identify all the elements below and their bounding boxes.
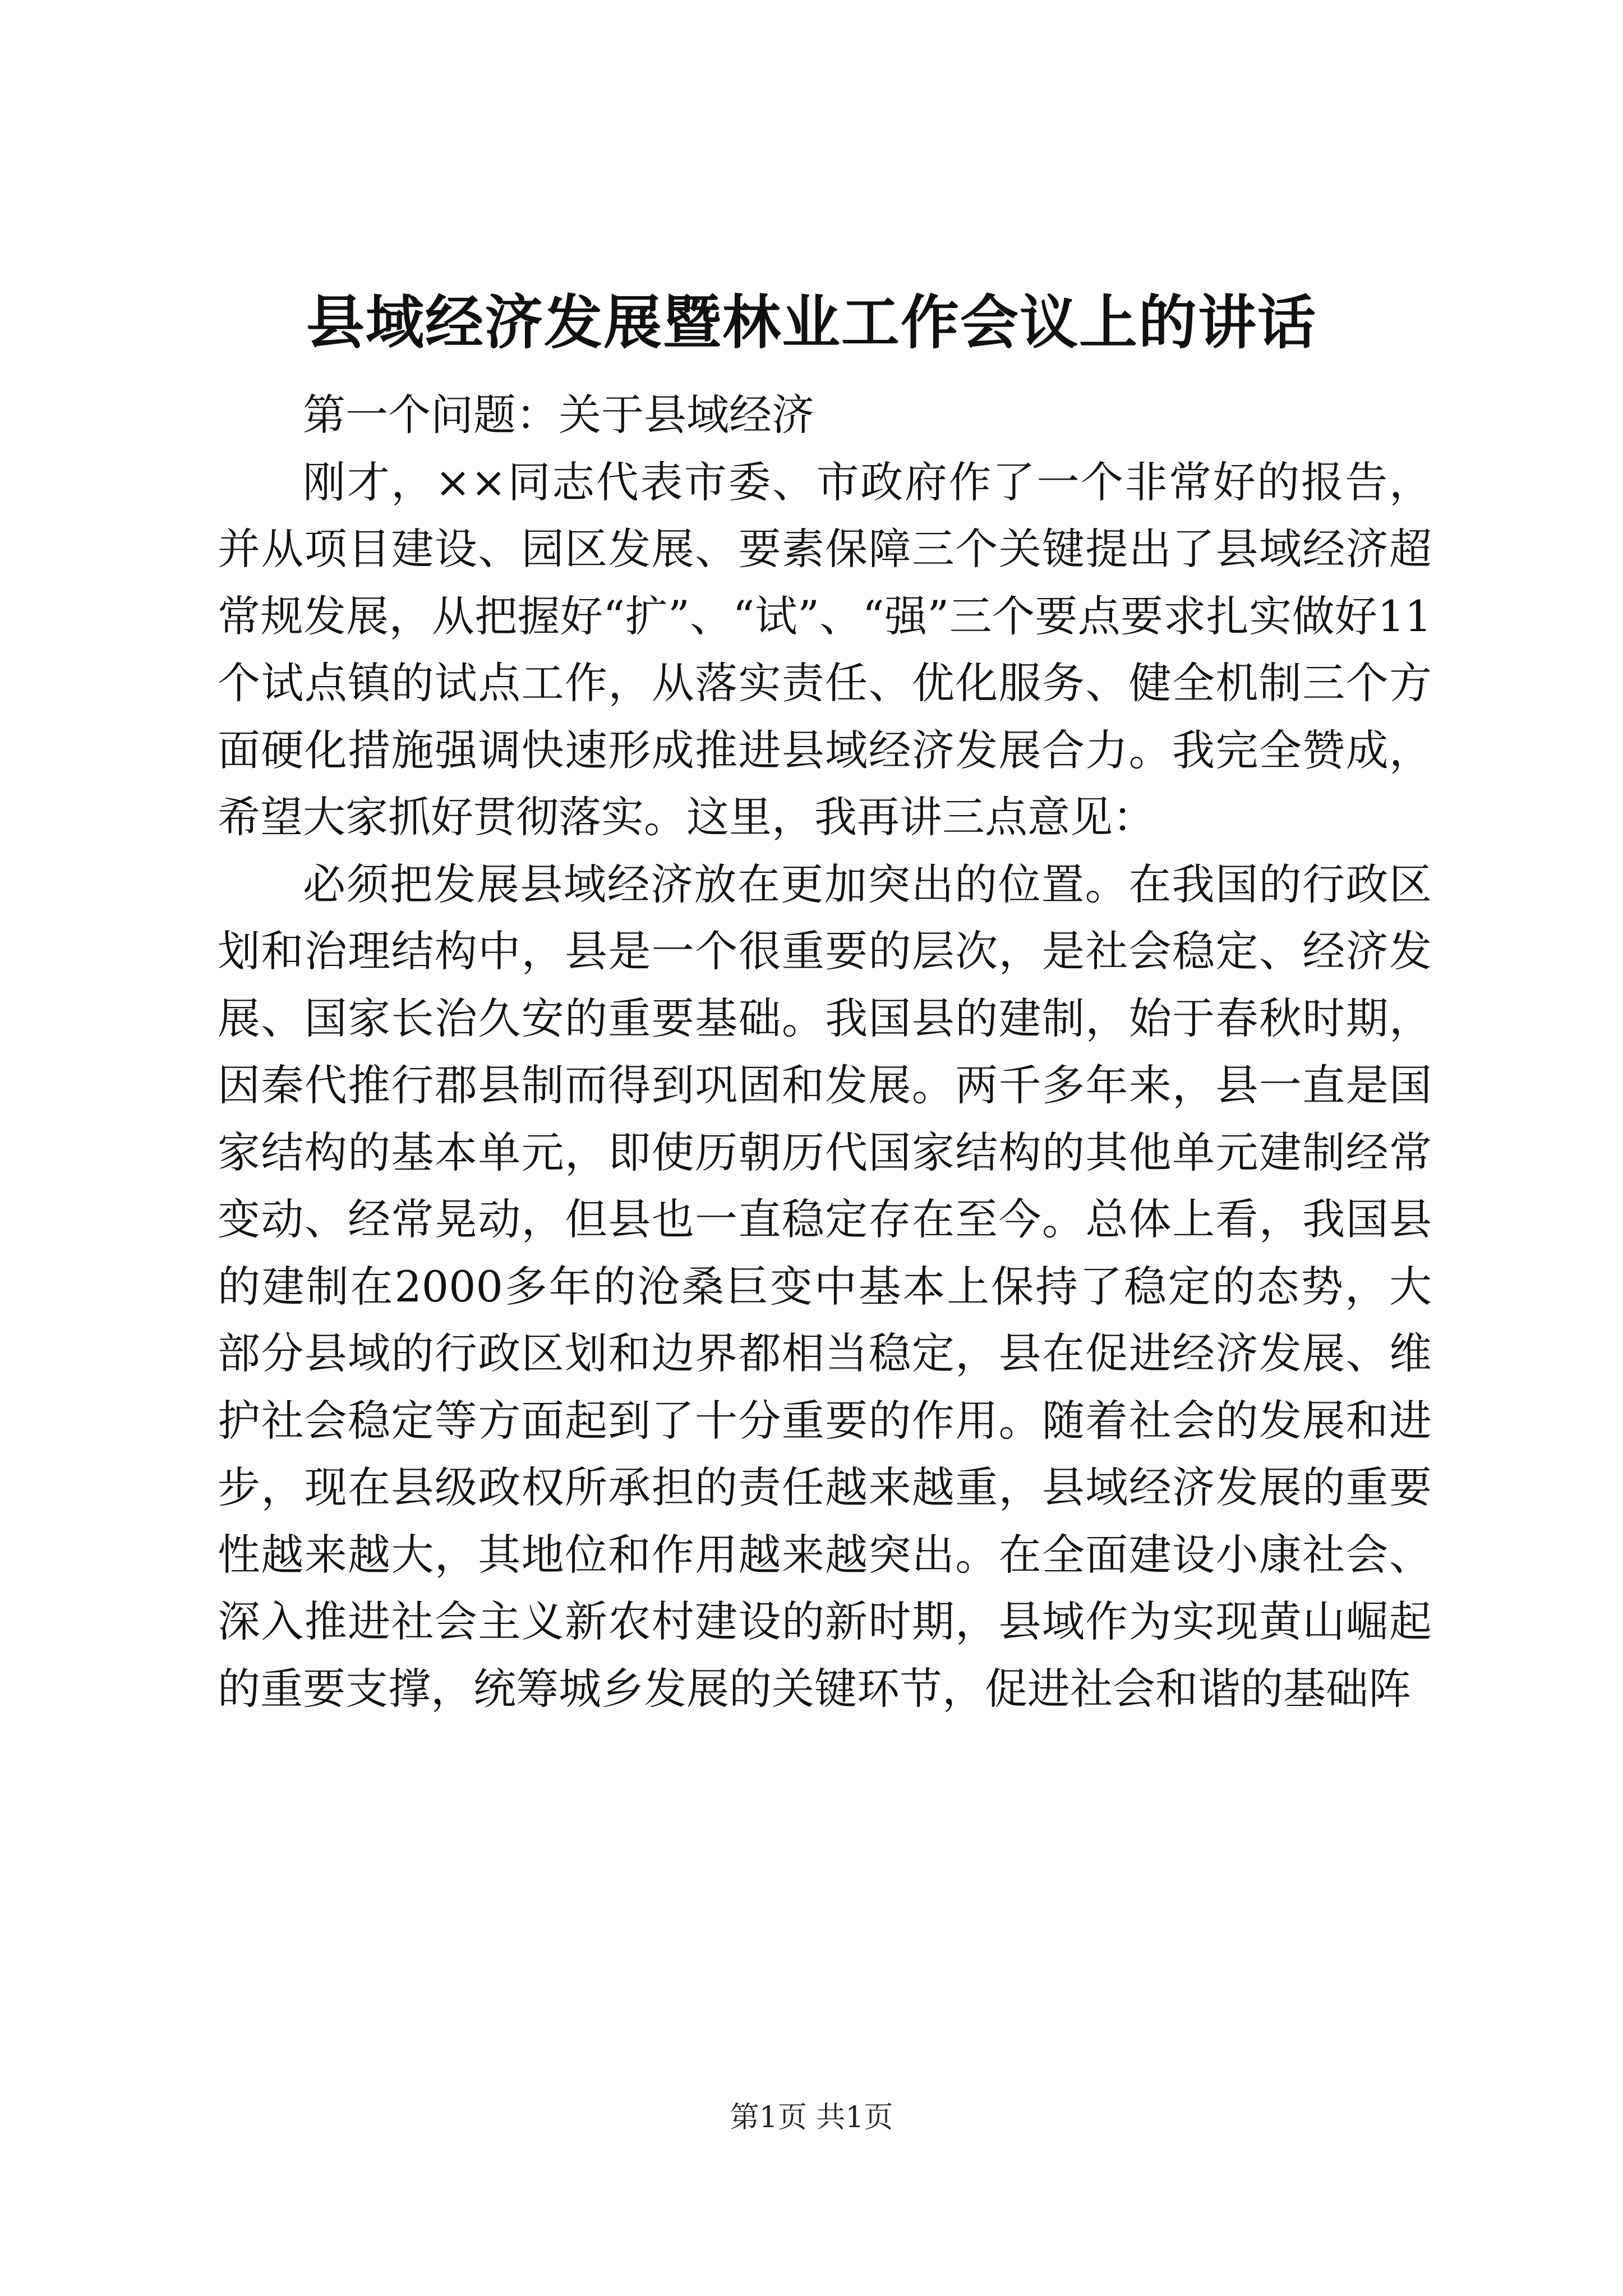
paragraph: 刚才，××同志代表市委、市政府作了一个非常好的报告，并从项目建设、园区发展、要素保障三个关键提出了县域经济超常规发展，从把握好“扩”、“试”、“强”三个要点要求扎实做好11个试点镇的试点工作，从落实责任、优化服务、健全机制三个方面硬化措施强调快速形成推进县域经济发展合力。我完全赞成，希望大家抓好贯彻落实。这里，我再讲三点意见：: [218, 457, 1432, 842]
document-title: 县域经济发展暨林业工作会议上的讲话: [306, 288, 1317, 357]
paragraph: 必须把发展县域经济放在更加突出的位置。在我国的行政区划和治理结构中，县是一个很重要的层次，是社会稳定、经济发展、国家长治久安的重要基础。我国县的建制，始于春秋时期，因秦代推行郡县制而得到巩固和发展。两千多年来，县一直是国家结构的基本单元，即使历朝历代国家结构的其他单元建制经常变动、经常晃动，但县也一直稳定存在至今。总体上看，我国县的建制在2000多年的沧桑巨变中基本上保持了稳定的态势，大部分县域的行政区划和边界都相当稳定，县在促进经济发展、维护社会稳定等方面起到了十分重要的作用。随着社会的发展和进步，现在县级政权所承担的责任越来越重，县域经济发展的重要性越来越大，其地位和作用越来越突出。在全面建设小康社会、深入推进社会主义新农村建设的新时期，县域作为实现黄山崛起的重要支撑，统筹城乡发展的关键环节，促进社会和谐的基础阵: [218, 859, 1432, 1714]
document-body: [218, 381, 1432, 1722]
section-heading: 第一个问题：关于县域经济: [303, 390, 814, 440]
page-footer: 第1页 共1页: [730, 2101, 893, 2134]
